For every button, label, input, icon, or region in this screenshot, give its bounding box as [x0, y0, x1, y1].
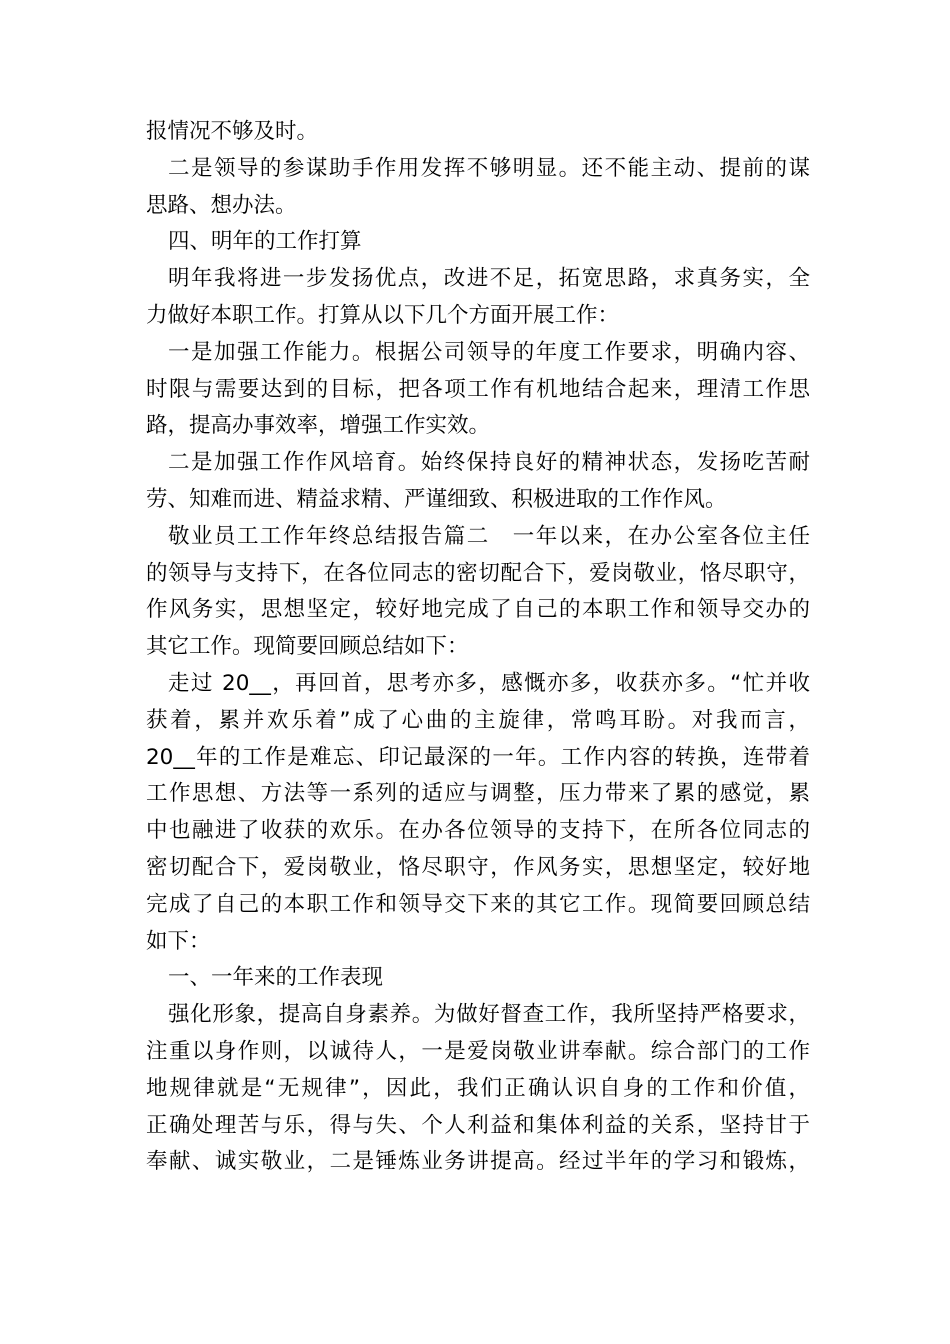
document-text-line: 密切配合下，爱岗敬业，恪尽职守，作风务实，思想坚定，较好地	[146, 854, 810, 880]
document-text-line: 四、明年的工作打算	[168, 229, 362, 255]
document-text-line: 正确处理苦与乐，得与失、个人利益和集体利益的关系，坚持甘于	[146, 1112, 810, 1138]
document-text-line: 一是加强工作能力。根据公司领导的年度工作要求，明确内容、	[168, 339, 810, 365]
document-text-line: 的领导与支持下，在各位同志的密切配合下，爱岗敬业，恪尽职守，	[146, 560, 810, 586]
document-text-line: 走过 20__，再回首，思考亦多，感慨亦多，收获亦多。“忙并收	[168, 670, 810, 696]
document-text-line: 劳、知难而进、精益求精、严谨细致、积极进取的工作作风。	[146, 486, 727, 512]
document-text-line: 明年我将进一步发扬优点，改进不足，拓宽思路，求真务实，全	[168, 266, 810, 292]
document-text-line: 中也融进了收获的欢乐。在办各位领导的支持下，在所各位同志的	[146, 818, 810, 844]
document-text-line: 路，提高办事效率，增强工作实效。	[146, 413, 491, 439]
document-text-line: 工作思想、方法等一系列的适应与调整，压力带来了累的感觉，累	[146, 781, 810, 807]
document-text-line: 敬业员工工作年终总结报告篇二 一年以来，在办公室各位主任	[168, 523, 810, 549]
document-text-line: 如下：	[146, 928, 211, 954]
document-text-line: 20__年的工作是难忘、印记最深的一年。工作内容的转换，连带着	[146, 744, 810, 770]
document-text-line: 二是加强工作作风培育。始终保持良好的精神状态，发扬吃苦耐	[168, 450, 810, 476]
document-text-line: 完成了自己的本职工作和领导交下来的其它工作。现简要回顾总结	[146, 891, 810, 917]
document-text-line: 注重以身作则，以诚待人，一是爱岗敬业讲奉献。综合部门的工作	[146, 1038, 810, 1064]
document-text-line: 获着，累并欢乐着”成了心曲的主旋律，常鸣耳盼。对我而言，	[146, 707, 810, 733]
document-text-line: 地规律就是“无规律”，因此，我们正确认识自身的工作和价值，	[146, 1075, 810, 1101]
document-text-line: 思路、想办法。	[146, 192, 297, 218]
document-text-line: 其它工作。现简要回顾总结如下：	[146, 634, 469, 660]
document-text-line: 强化形象，提高自身素养。为做好督查工作，我所坚持严格要求，	[168, 1002, 810, 1028]
document-text-line: 奉献、诚实敬业，二是锤炼业务讲提高。经过半年的学习和锻炼，	[146, 1149, 810, 1175]
document-text-line: 一、一年来的工作表现	[168, 965, 384, 991]
document-body	[146, 114, 810, 1181]
document-text-line: 时限与需要达到的目标，把各项工作有机地结合起来，理清工作思	[146, 376, 810, 402]
document-text-line: 二是领导的参谋助手作用发挥不够明显。还不能主动、提前的谋	[168, 155, 810, 181]
document-text-line: 报情况不够及时。	[146, 119, 319, 144]
document-text-line: 力做好本职工作。打算从以下几个方面开展工作：	[146, 302, 620, 328]
document-text-line: 作风务实，思想坚定，较好地完成了自己的本职工作和领导交办的	[146, 597, 810, 623]
